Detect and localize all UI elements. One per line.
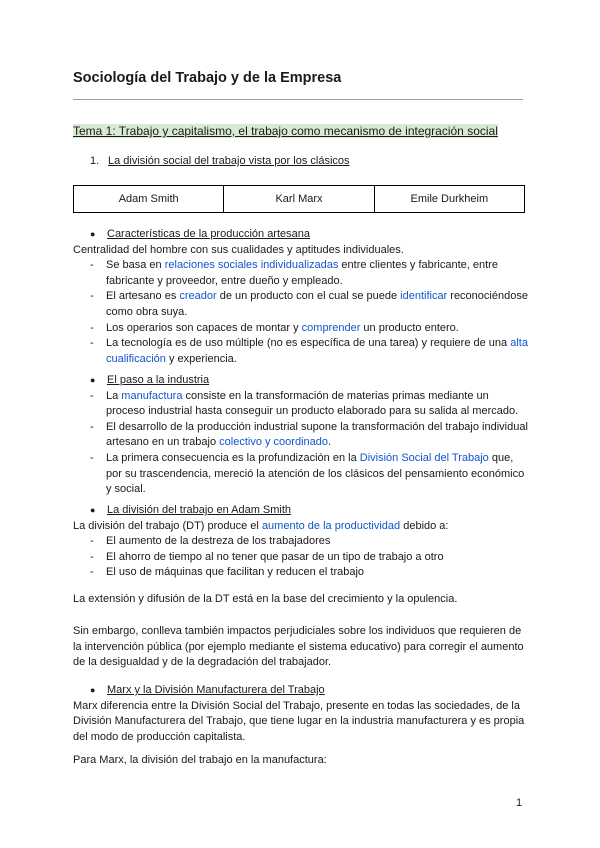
dash-marker: - (90, 321, 94, 334)
text-span: La tecnología es de uso múltiple (no es específica de una tarea) y requiere de una (106, 337, 511, 350)
table-cell-marx: Karl Marx (224, 186, 374, 213)
text-span: El desarrollo de la producción industrial supone la transformación del trabajo individual artesano en un trabajo (106, 420, 528, 449)
text-span: y experiencia. (165, 352, 237, 365)
bullet-heading-industria (73, 373, 528, 389)
page-number: 1 (516, 797, 523, 809)
bullet-icon: ● (90, 685, 96, 695)
highlight-text: División Social del Trabajo (359, 451, 489, 464)
dash-marker: - (90, 259, 94, 272)
heading-text: La división del trabajo en Adam Smith (107, 504, 292, 516)
text-span: El artesano es (106, 290, 180, 303)
bullet-icon: ● (90, 229, 96, 239)
dash-marker: - (90, 550, 94, 563)
table-cell-smith: Adam Smith (74, 186, 224, 213)
dash-marker: - (90, 420, 94, 433)
table-row (74, 186, 525, 213)
authors-table (73, 185, 525, 213)
section-heading-1 (90, 155, 350, 167)
artesana-intro: Centralidad del hombre con sus cualidades y aptitudes individuales. (73, 243, 404, 256)
industria-section (73, 373, 528, 498)
text-span: El aumento de la destreza de los trabajadores (106, 535, 331, 548)
highlight-text: alta cualificación (106, 337, 528, 365)
text-span: . (327, 436, 332, 449)
text-span: La primera consecuencia es la profundización en la (106, 451, 360, 464)
topic-heading: Tema 1: Trabajo y capitalismo, el trabajo como mecanismo de integración social (73, 124, 498, 138)
dash-marker: - (90, 566, 94, 579)
section-number: 1. (90, 155, 100, 167)
list-item (73, 451, 528, 498)
text-span: Los operarios son capaces de montar y (106, 321, 302, 334)
text-span: de un producto con el cual se puede (216, 290, 401, 303)
highlight-text: aumento de la productividad (261, 519, 401, 532)
list-item (73, 550, 528, 566)
dash-marker: - (90, 290, 94, 303)
paragraph: Sin embargo, conlleva también impactos perjudiciales sobre los individuos que requieren de la intervención pública (por ejemplo mediante el sistema educativo) para corregir el aumento de la desigualdad y de la degradación del trabajador. (73, 625, 524, 669)
artesana-section (73, 227, 528, 367)
table-cell-durkheim: Emile Durkheim (374, 186, 524, 213)
highlight-text: colectivo y coordinado (219, 436, 328, 449)
smith-intro (73, 519, 528, 535)
bullet-heading-artesana (73, 227, 528, 243)
text-span: La (106, 389, 122, 402)
list-item (73, 321, 528, 337)
list-item (73, 565, 528, 581)
marx-section (73, 683, 528, 745)
marx-paragraph-2 (73, 753, 528, 769)
highlight-text: comprender (301, 321, 361, 334)
text-span: Se basa en (106, 259, 165, 272)
document-title: Sociología del Trabajo y de la Empresa (73, 70, 342, 86)
title-divider (73, 99, 523, 100)
bullet-icon: ● (90, 505, 96, 515)
heading-text: El paso a la industria (107, 374, 210, 386)
list-item (73, 289, 528, 320)
paragraph: Para Marx, la división del trabajo en la manufactura: (73, 754, 327, 766)
heading-text: Marx y la División Manufacturera del Trabajo (107, 684, 325, 696)
list-item (73, 389, 528, 420)
text-span: que, por su trascendencia, mereció la atención de los clásicos del pensamiento económico y social. (106, 451, 525, 496)
bullet-icon: ● (90, 375, 96, 385)
text-span: El uso de máquinas que facilitan y reducen el trabajo (106, 566, 365, 579)
text-span: consiste en la transformación de materias primas mediante un proceso industrial hasta conseguir un producto elaborado para su salida al mercado. (106, 389, 519, 418)
dash-marker: - (90, 337, 94, 350)
text-span: reconociéndose como obra suya. (106, 290, 528, 318)
highlight-text: manufactura (121, 389, 183, 402)
list-item (73, 258, 528, 289)
section-title: La división social del trabajo vista por los clásicos (108, 155, 350, 167)
dash-marker: - (90, 535, 94, 548)
text-span: debido a: (400, 519, 449, 532)
heading-text: Características de la producción artesana (107, 228, 310, 240)
highlight-text: creador (179, 290, 217, 303)
list-item (73, 336, 528, 367)
highlight-text: identificar (400, 290, 448, 303)
smith-paragraph-2 (73, 624, 528, 671)
text-span: La división del trabajo (DT) produce el (73, 519, 262, 532)
smith-section (73, 503, 528, 581)
dash-marker: - (90, 389, 94, 402)
text-span: El ahorro de tiempo al no tener que pasar de un tipo de trabajo a otro (106, 550, 444, 563)
bullet-heading-smith (73, 503, 528, 519)
highlight-text: relaciones sociales individualizadas (164, 259, 339, 272)
smith-paragraph-1 (73, 592, 528, 608)
text-span: entre clientes y fabricante, entre fabricante y proveedor, entre dueño y empleado. (106, 259, 498, 287)
dash-marker: - (90, 451, 94, 464)
paragraph: Marx diferencia entre la División Social del Trabajo, presente en todas las sociedades, de la División Manufacturera del Trabajo, que tiene lugar en la industria manufacturera y es propia del modo de producción capitalista. (73, 699, 525, 743)
paragraph: La extensión y difusión de la DT está en la base del crecimiento y la opulencia. (73, 593, 458, 605)
text-span: un producto entero. (360, 321, 459, 334)
list-item (73, 534, 528, 550)
bullet-heading-marx (73, 683, 528, 699)
list-item (73, 420, 528, 451)
